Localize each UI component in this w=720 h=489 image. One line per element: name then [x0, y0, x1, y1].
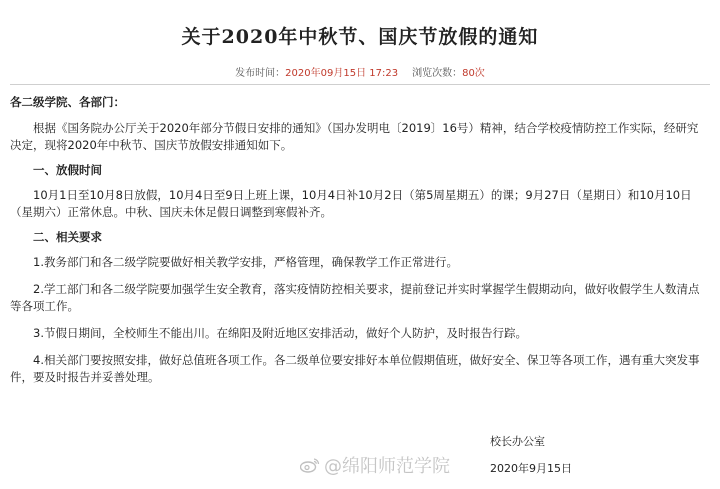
watermark	[300, 452, 450, 478]
holiday-time-paragraph: 10月1日至10月8日放假，10月4日至9日上班上课，10月4日补10月2日（第5周星期五）的课；9月27日（星期日）和10月10日（星期六）正常休息。中秋、国庆未休足假日调整到寒假补齐。	[10, 188, 692, 219]
requirement-item: 3.节假日期间，全校师生不能出川。在绵阳及附近地区安排活动，做好个人防护，及时报告行踪。	[33, 326, 527, 340]
signature-office: 校长办公室	[490, 435, 545, 448]
intro-paragraph: 根据《国务院办公厅关于2020年部分节假日安排的通知》（国办发明电〔2019〕16号）精神，结合学校疫情防控工作实际，经研究决定，现将2020年中秋节、国庆节放假安排通知如下。	[10, 121, 699, 152]
salutation: 各二级学院、各部门：	[10, 95, 125, 109]
notice-body	[10, 94, 700, 396]
section-heading-holiday-time: 一、放假时间	[33, 163, 102, 177]
requirement-item: 4.相关部门要按照安排，做好总值班各项工作。各二级单位要安排好本单位假期值班，做好安全、保卫等各项工作，遇有重大突发事件，要及时报告并妥善处理。	[10, 353, 700, 384]
views-count: 80次	[462, 68, 485, 79]
published-label: 发布时间：	[235, 68, 286, 79]
requirement-item: 2.学工部门和各二级学院要加强学生安全教育，落实疫情防控相关要求，提前登记并实时掌握学生假期动向，做好收假学生人数清点等各项工作。	[10, 282, 700, 313]
views-label: 浏览次数：	[412, 68, 463, 79]
published-date: 2020年09月15日 17:23	[285, 68, 399, 79]
header-divider	[10, 84, 710, 85]
signature-date: 2020年9月15日	[490, 462, 572, 475]
requirement-item: 1.教务部门和各二级学院要做好相关教学安排，严格管理，确保教学工作正常进行。	[33, 255, 458, 269]
notice-meta	[0, 64, 720, 79]
section-heading-requirements: 二、相关要求	[33, 230, 102, 244]
watermark-text: @绵阳师范学院	[324, 456, 450, 477]
notice-title: 关于2020年中秋节、国庆节放假的通知	[181, 26, 539, 48]
weibo-logo-icon	[300, 457, 320, 473]
